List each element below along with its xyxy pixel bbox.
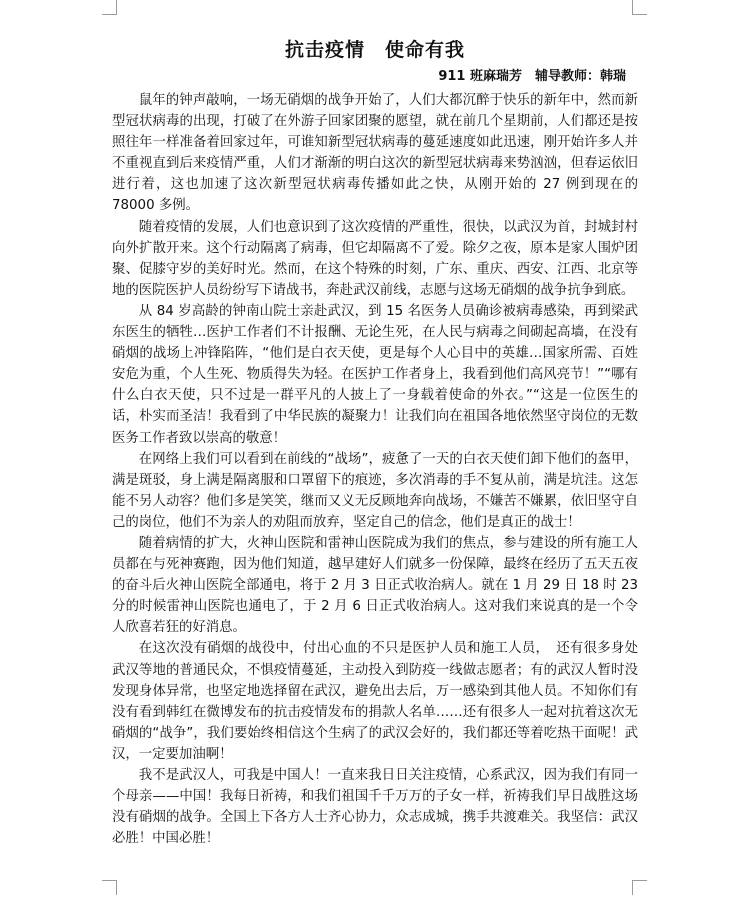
paragraph-3: 从 84 岁高龄的钟南山院士亲赴武汉，到 15 名医务人员确诊被病毒感染，再到梁武东医生的牺牲…医护工作者们不计报酬、无论生死，在人民与病毒之间砌起高墙，在没有硝烟的战场上冲锋陷阵，“他们是白衣天使，更是每个人心目中的英雄…国家所需、百姓安危为重，个人生死、物质得失为轻。在医护工作者身上，我看到他们高风亮节！”“哪有什么白衣天使，只不过是一群平凡的人披上了一身载着使命的外衣。”“这是一位医生的话，朴实而圣洁！我看到了中华民族的凝聚力！让我们向在祖国各地依然坚守岗位的无数医务工作者致以崇高的敬意！: [112, 303, 638, 446]
paragraph-1: 鼠年的钟声敲响，一场无硝烟的战争开始了，人们大都沉醉于快乐的新年中，然而新型冠状病毒的出现，打破了在外游子回家团聚的愿望，就在前几个星期前，人们都还是按照往年一样准备着回家过年，可谁知新型冠状病毒的蔓延速度如此迅速，刚开始许多人并不重视直到后来疫情严重，人们才渐渐的明白这次的新型冠状病毒来势汹汹，但春运依旧进行着，这也加速了这次新型冠状病毒传播如此之快，从刚开始的 27 例到现在的 78000 多例。: [112, 93, 638, 214]
page-corner-mark-top-left: [102, 0, 117, 15]
author-byline: 911 班麻瑞芳 辅导教师：韩瑞: [438, 69, 626, 84]
page-corner-mark-bottom-right: [632, 880, 647, 895]
document-page: [112, 36, 638, 849]
page-corner-mark-bottom-left: [102, 880, 117, 895]
document-title: 抗击疫情 使命有我: [284, 39, 465, 61]
paragraph-6: 在这次没有硝烟的战役中，付出心血的不只是医护人员和施工人员， 还有很多身处武汉等地的普通民众，不惧疫情蔓延，主动投入到防疫一线做志愿者；有的武汉人暂时没发现身体异常，也坚定地选择留在武汉，避免出去后，万一感染到其他人员。不知你们有没有看到韩红在微博发布的抗击疫情发布的捐款人名单……还有很多人一起对抗着这次无硝烟的“战争”，我们要始终相信这个生病了的武汉会好的，我们都还等着吃热干面呢！武汉，一定要加油啊！: [112, 641, 638, 762]
paragraph-2: 随着疫情的发展，人们也意识到了这次疫情的严重性，很快，以武汉为首，封城封村向外扩散开来。这个行动隔离了病毒，但它却隔离不了爱。除夕之夜，原本是家人围炉团聚、促膝守岁的美好时光。然而，在这个特殊的时刻，广东、重庆、西安、江西、北京等地的医院医护人员纷纷写下请战书，奔赴武汉前线，志愿与这场无硝烟的战争抗争到底。: [112, 219, 638, 298]
page-corner-mark-top-right: [632, 0, 647, 15]
paragraph-4: 在网络上我们可以看到在前线的“战场”，疲惫了一天的白衣天使们卸下他们的盔甲，满是斑驳，身上满是隔离服和口罩留下的痕迹，多次消毒的手不复从前，满是坑洼。这怎能不另人动容？他们多是笑笑，继而又义无反顾地奔向战场，不嫌苦不嫌累，依旧坚守自己的岗位，他们不为亲人的劝阻而放弃，坚定自己的信念，他们是真正的战士！: [112, 451, 638, 530]
paragraph-7: 我不是武汉人，可我是中国人！一直来我日日关注疫情，心系武汉，因为我们有同一个母亲——中国！我每日祈祷，和我们祖国千千万万的子女一样，祈祷我们早日战胜这场没有硝烟的战争。全国上下各方人士齐心协力，众志成城，携手共渡难关。我坚信：武汉必胜！中国必胜！: [112, 768, 638, 847]
paragraph-5: 随着病情的扩大，火神山医院和雷神山医院成为我们的焦点，参与建设的所有施工人员都在与死神赛跑，因为他们知道，越早建好人们就多一份保障，最终在经历了五天五夜的奋斗后火神山医院全部通电，将于 2 月 3 日正式收治病人。就在 1 月 29 日 18 时 23 分的时候雷神山医院也通电了，于 2 月 6 日正式收治病人。这对我们来说真的是一个令人欣喜若狂的好消息。: [112, 535, 638, 636]
